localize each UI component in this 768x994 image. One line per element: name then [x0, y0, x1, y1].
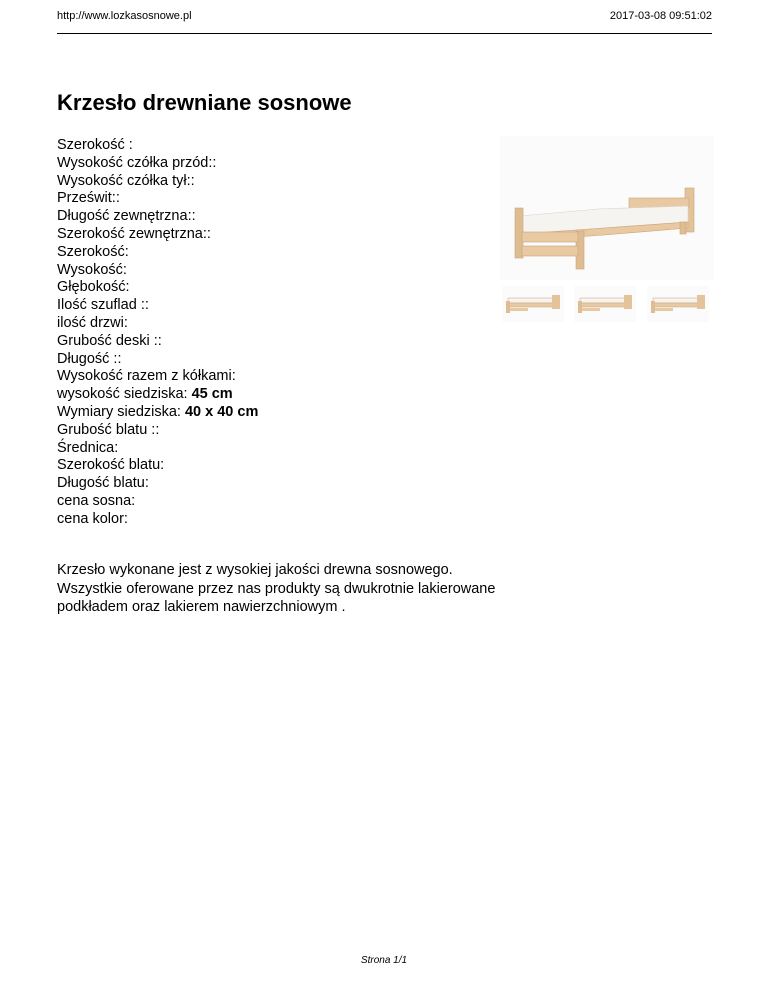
product-main-image[interactable] — [500, 136, 714, 280]
spec-row — [57, 155, 477, 173]
spec-label: Szerokość zewnętrzna:: — [57, 225, 211, 242]
spec-label: Długość zewnętrzna:: — [57, 208, 196, 225]
spec-label: Szerokość: — [57, 243, 129, 260]
spec-label: wysokość siedziska: — [57, 386, 188, 403]
spec-row — [57, 351, 477, 369]
spec-row — [57, 244, 477, 262]
spec-label: Szerokość blatu: — [57, 457, 165, 474]
spec-row — [57, 368, 477, 386]
product-thumbnail[interactable] — [574, 286, 636, 322]
spec-row — [57, 262, 477, 280]
spec-label: Ilość szuflad :: — [57, 297, 149, 314]
spec-label: Średnica: — [57, 439, 119, 456]
spec-row — [57, 315, 477, 333]
header-url[interactable]: http://www.lozkasosnowe.pl — [57, 10, 192, 22]
spec-row — [57, 297, 477, 315]
spec-label: Prześwit:: — [57, 190, 120, 207]
spec-label: ilość drzwi: — [57, 314, 128, 331]
spec-label: Wysokość czółka tył:: — [57, 172, 195, 189]
spec-row — [57, 208, 477, 226]
page-number: Strona 1/1 — [360, 955, 408, 966]
product-title: Krzesło drewniane sosnowe — [57, 90, 352, 115]
spec-label: Grubość deski :: — [57, 332, 162, 349]
spec-row — [57, 493, 477, 511]
spec-row — [57, 137, 477, 155]
spec-label: Głębokość: — [57, 279, 130, 296]
spec-label: Grubość blatu :: — [57, 421, 160, 438]
spec-row — [57, 457, 477, 475]
product-thumbnail[interactable] — [502, 286, 564, 322]
spec-row — [57, 440, 477, 458]
spec-row — [57, 511, 477, 529]
spec-label: cena kolor: — [57, 510, 128, 527]
spec-value: 40 x 40 cm — [184, 403, 259, 420]
spec-label: Wysokość razem z kółkami: — [57, 368, 236, 385]
header-datetime: 2017-03-08 09:51:02 — [609, 10, 712, 22]
spec-label: cena sosna: — [57, 492, 136, 509]
spec-label: Wymiary siedziska: — [57, 403, 181, 420]
spec-row — [57, 333, 477, 351]
spec-value: 45 cm — [191, 386, 233, 403]
spec-label: Długość :: — [57, 350, 122, 367]
spec-label: Szerokość : — [57, 137, 133, 153]
spec-row — [57, 173, 477, 191]
spec-row — [57, 226, 477, 244]
spec-row — [57, 386, 477, 404]
spec-row — [57, 422, 477, 440]
spec-row — [57, 190, 477, 208]
spec-list — [57, 137, 477, 529]
spec-label: Wysokość: — [57, 261, 127, 278]
product-thumbnail[interactable] — [647, 286, 709, 322]
spec-label: Wysokość czółka przód:: — [57, 154, 217, 171]
spec-row — [57, 475, 477, 493]
product-description: Krzesło wykonane jest z wysokiej jakości drewna sosnowego. Wszystkie oferowane przez nas produkty są dwukrotnie lakierowane podkładem oraz lakierem nawierzchniowym . — [57, 562, 496, 615]
spec-row — [57, 279, 477, 297]
spec-label: Długość blatu: — [57, 475, 149, 492]
page-header — [57, 0, 712, 34]
spec-row — [57, 404, 477, 422]
